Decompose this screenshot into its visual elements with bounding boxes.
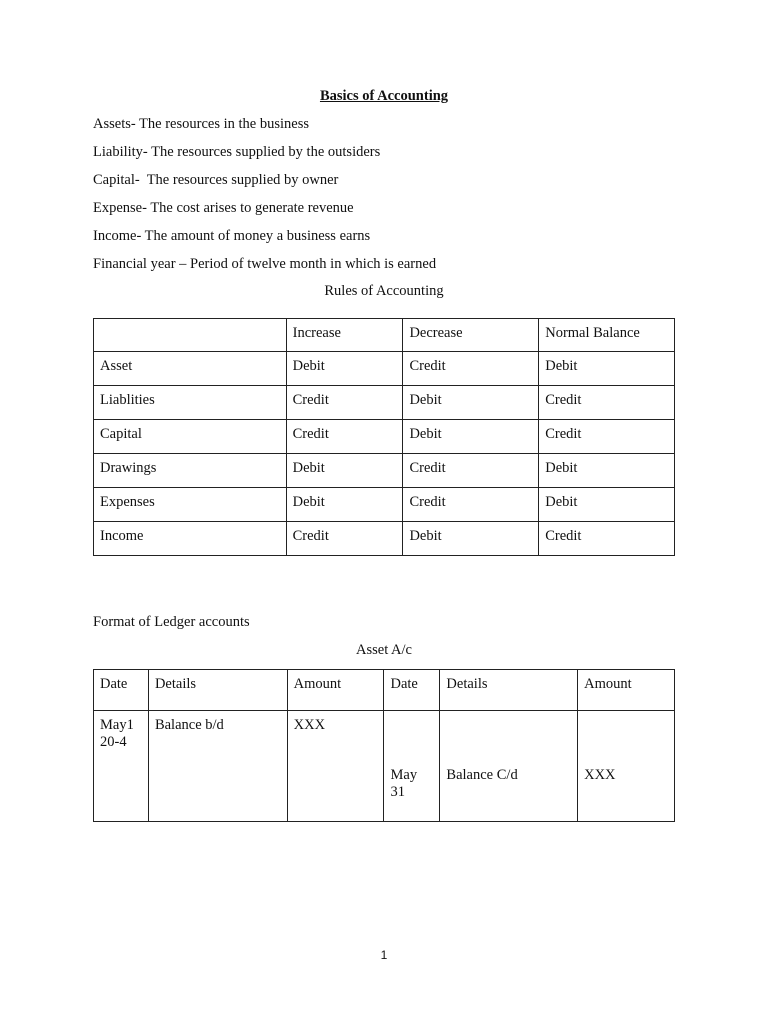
table-cell: Credit <box>286 386 403 420</box>
table-cell: Debit <box>539 454 675 488</box>
table-cell: Credit <box>286 420 403 454</box>
credit-date-block <box>390 767 433 801</box>
credit-date-line: May <box>390 767 418 783</box>
rules-of-accounting-table <box>93 318 675 556</box>
table-cell: Debit <box>403 420 539 454</box>
credit-details-text: Balance C/d <box>446 767 518 783</box>
table-cell: Debit <box>539 352 675 386</box>
table-row <box>94 352 675 386</box>
table-header-cell: Details <box>148 670 287 711</box>
table-cell: Debit <box>539 488 675 522</box>
credit-date-line: 31 <box>390 784 405 800</box>
definition-capital: Capital- The resources supplied by owner <box>93 172 339 188</box>
ledger-heading: Format of Ledger accounts <box>93 614 250 630</box>
table-cell: Capital <box>94 420 287 454</box>
table-cell: Debit <box>286 352 403 386</box>
definition-expense: Expense- The cost arises to generate revenue <box>93 200 354 216</box>
table-row <box>94 522 675 556</box>
table-cell: Debit <box>286 454 403 488</box>
table-cell: Credit <box>403 352 539 386</box>
debit-date-line: May1 <box>100 717 134 733</box>
definition-income: Income- The amount of money a business earns <box>93 228 371 244</box>
table-header-cell: Amount <box>287 670 384 711</box>
credit-amount-cell <box>578 711 675 822</box>
table-cell: Debit <box>403 386 539 420</box>
table-cell: Expenses <box>94 488 287 522</box>
credit-details-cell <box>440 711 578 822</box>
table-row <box>94 420 675 454</box>
page-title: Basics of Accounting <box>319 88 449 104</box>
table-cell: Credit <box>539 522 675 556</box>
table-cell: Asset <box>94 352 287 386</box>
table-row <box>94 711 675 822</box>
rules-heading: Rules of Accounting <box>324 283 444 299</box>
definition-assets: Assets- The resources in the business <box>93 116 309 132</box>
table-header-cell: Increase <box>286 319 403 352</box>
table-cell: Credit <box>539 420 675 454</box>
table-header-row <box>94 319 675 352</box>
ledger-account-name: Asset A/c <box>356 642 412 658</box>
ledger-account-table <box>93 669 675 822</box>
debit-details-cell: Balance b/d <box>148 711 287 822</box>
table-row <box>94 454 675 488</box>
table-cell: Debit <box>286 488 403 522</box>
table-header-cell: Details <box>440 670 578 711</box>
table-header-cell: Normal Balance <box>539 319 675 352</box>
table-cell: Drawings <box>94 454 287 488</box>
table-cell: Credit <box>286 522 403 556</box>
table-cell: Liablities <box>94 386 287 420</box>
table-cell: Income <box>94 522 287 556</box>
table-row <box>94 488 675 522</box>
table-cell: Credit <box>539 386 675 420</box>
definition-financial-year: Financial year – Period of twelve month in which is earned <box>93 256 437 272</box>
credit-date-cell <box>384 711 440 822</box>
table-header-cell <box>94 319 287 352</box>
page-number: 1 <box>380 948 388 962</box>
table-cell: Credit <box>403 488 539 522</box>
table-cell: Debit <box>403 522 539 556</box>
table-cell: Credit <box>403 454 539 488</box>
debit-date-cell <box>94 711 149 822</box>
table-header-cell: Amount <box>578 670 675 711</box>
table-header-cell: Decrease <box>403 319 539 352</box>
table-row <box>94 386 675 420</box>
credit-amount-text: XXX <box>584 767 616 783</box>
table-header-cell: Date <box>384 670 440 711</box>
table-header-cell: Date <box>94 670 149 711</box>
definition-liability: Liability- The resources supplied by the outsiders <box>93 144 381 160</box>
debit-amount-cell: XXX <box>287 711 384 822</box>
table-header-row <box>94 670 675 711</box>
debit-date-line: 20-4 <box>100 734 127 750</box>
